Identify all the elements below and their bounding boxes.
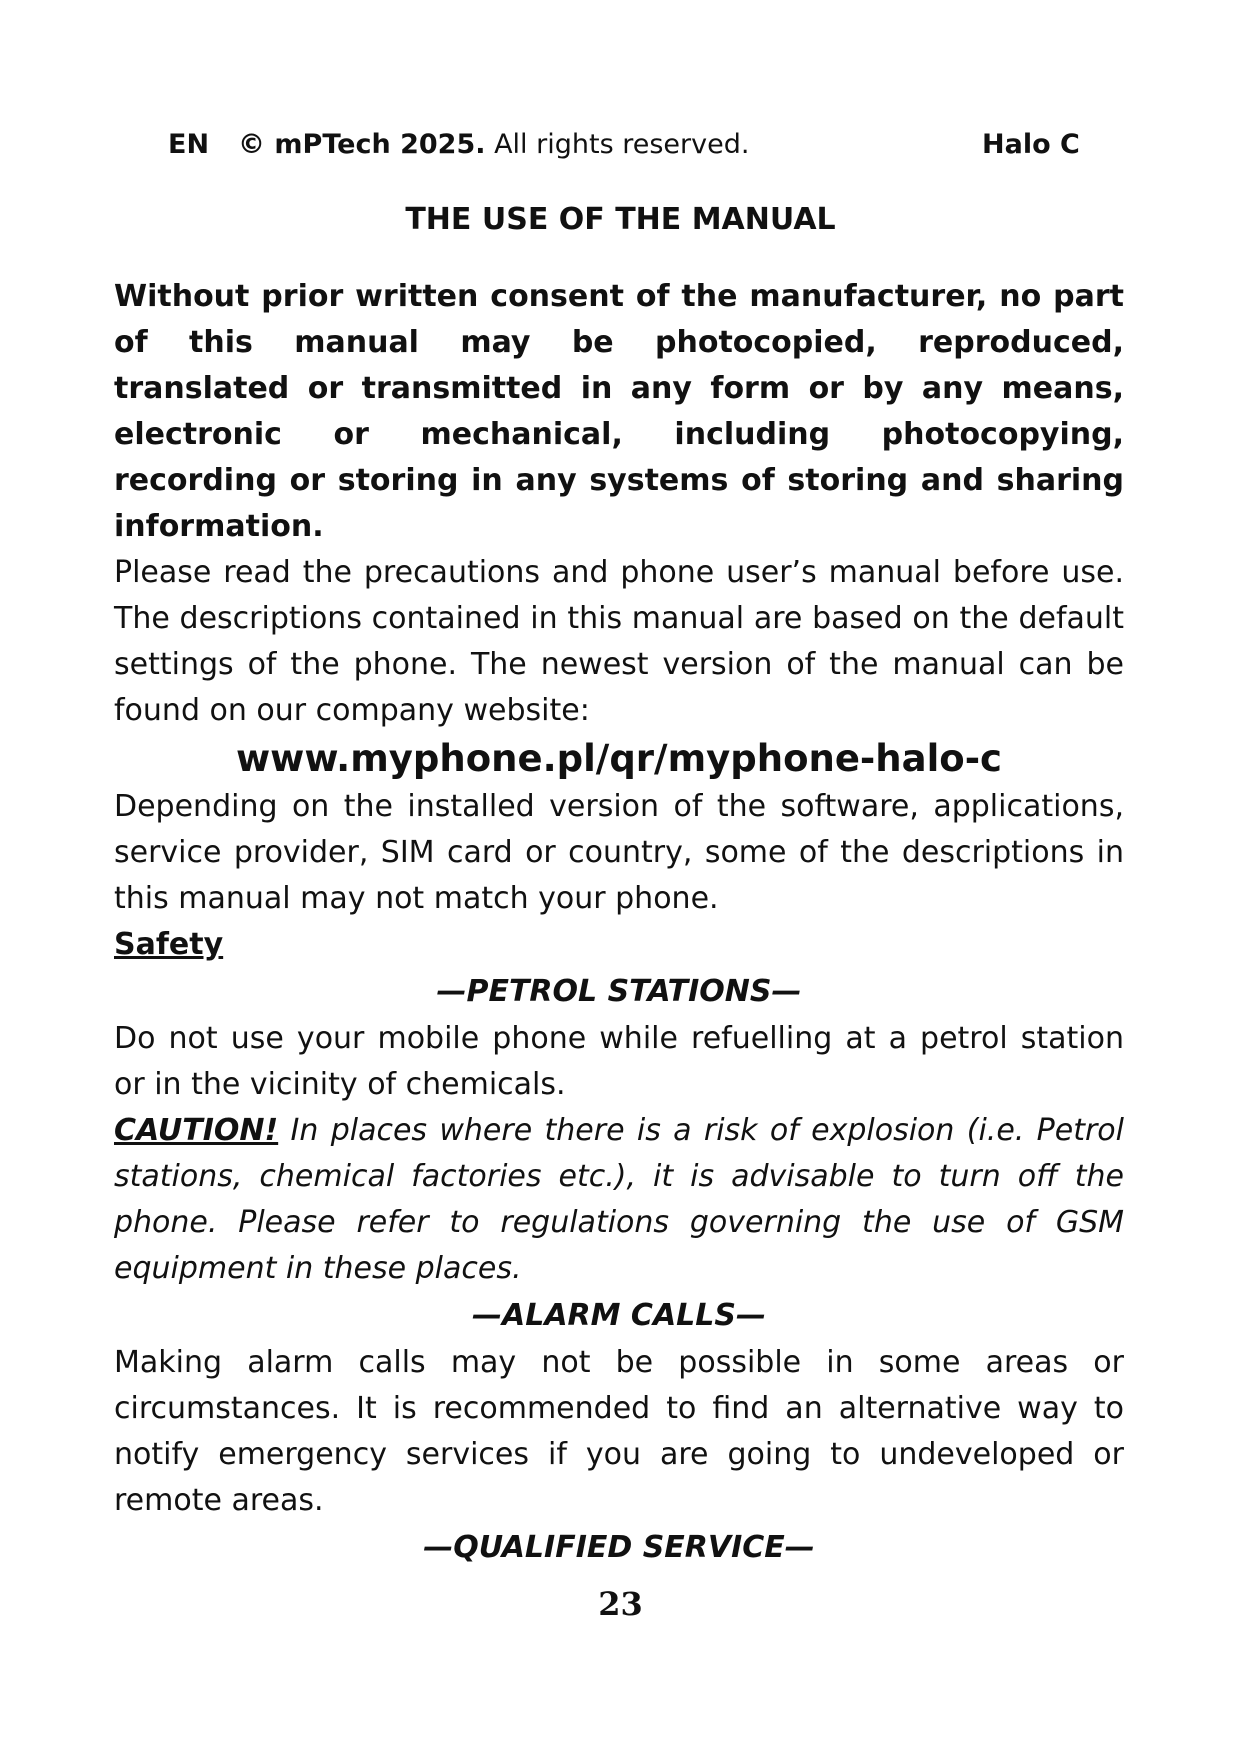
header-model: Halo C — [982, 129, 1080, 160]
qualified-service-heading: —QUALIFIED SERVICE— — [423, 1530, 815, 1565]
caution-text: In places where there is a risk of explosion (i.e. Petrol stations, chemical factories etc.), it is advisable to turn off the phone. Please refer to regulations governing the use of GSM equipment in these places. — [114, 1113, 1124, 1286]
consent-paragraph: Without prior written consent of the manufacturer, no part of this manual may be photocopied, reproduced, translated or transmitted in any form or by any means, electronic or mechanical, including photocopying, recording or storing in any systems of storing and sharing information. — [114, 279, 1124, 544]
website-url[interactable]: www.myphone.pl/qr/myphone-halo-c — [236, 737, 1002, 780]
caution-paragraph — [114, 1108, 1124, 1292]
precautions-paragraph: Please read the precautions and phone user’s manual before use. The descriptions contained in this manual are based on the default settings of the phone. The newest version of the manual can be found on our company website: — [114, 555, 1124, 728]
alarm-calls-heading: —ALARM CALLS— — [471, 1298, 767, 1333]
petrol-stations-text: Do not use your mobile phone while refuelling at a petrol station or in the vicinity of chemicals. — [114, 1021, 1124, 1102]
safety-heading: Safety — [114, 927, 224, 962]
depending-paragraph: Depending on the installed version of the software, applications, service provider, SIM card or country, some of the descriptions in this manual may not match your phone. — [114, 789, 1124, 916]
page-title: THE USE OF THE MANUAL — [405, 202, 836, 237]
alarm-calls-text: Making alarm calls may not be possible in some areas or circumstances. It is recommended to find an alternative way to notify emergency services if you are going to undeveloped or remote areas. — [114, 1345, 1124, 1518]
header-copyright — [238, 128, 749, 162]
copyright-rest: All rights reserved. — [485, 129, 750, 160]
copyright-bold: © mPTech 2025. — [238, 129, 486, 160]
caution-label: CAUTION! — [114, 1113, 279, 1148]
petrol-stations-heading: —PETROL STATIONS— — [436, 974, 802, 1009]
header-language: EN — [168, 129, 210, 160]
page-number: 23 — [598, 1585, 643, 1623]
page-body — [114, 274, 1124, 1572]
